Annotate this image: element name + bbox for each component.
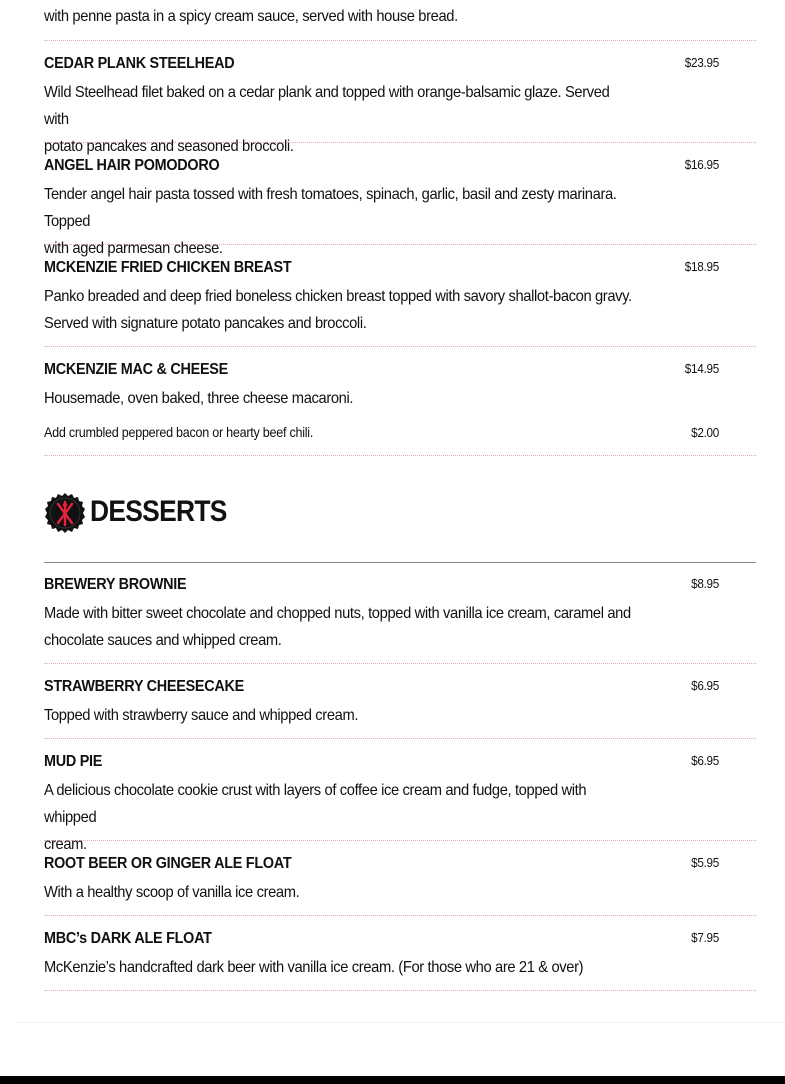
menu-item — [44, 916, 756, 991]
item-price: $5.95 — [691, 855, 719, 870]
item-price: $8.95 — [691, 576, 719, 591]
description-line: Wild Steelhead filet baked on a cedar plank and topped with orange-balsamic glaze. Served with — [44, 84, 610, 128]
description-line: Served with signature potato pancakes and broccoli. — [44, 315, 367, 332]
description-line: chocolate sauces and whipped cream. — [44, 632, 282, 649]
menu-item — [44, 245, 756, 347]
item-name: MBC’s DARK ALE FLOAT — [44, 930, 212, 947]
item-price: $7.95 — [691, 930, 719, 945]
item-description: Topped with strawberry sauce and whipped cream. — [44, 707, 359, 724]
item-price: $6.95 — [691, 753, 719, 768]
utensils-badge-icon — [44, 492, 86, 534]
menu-item — [44, 841, 756, 916]
item-description: McKenzie’s handcrafted dark beer with vanilla ice cream. (For those who are 21 & over) — [44, 959, 584, 976]
section-title: DESSERTS — [90, 495, 227, 528]
item-name: MCKENZIE FRIED CHICKEN BREAST — [44, 259, 292, 276]
item-price: $16.95 — [684, 157, 719, 172]
menu-item-partial — [44, 0, 756, 41]
menu-item — [44, 664, 756, 739]
item-description — [44, 283, 633, 337]
menu-item — [44, 739, 756, 853]
item-price: $23.95 — [684, 55, 719, 70]
menu-item — [44, 563, 756, 664]
item-description — [44, 600, 633, 654]
description-line: A delicious chocolate cookie crust with layers of coffee ice cream and fudge, topped with whipped — [44, 782, 587, 826]
item-name: BREWERY BROWNIE — [44, 576, 187, 593]
item-description: with penne pasta in a spicy cream sauce, served with house bread. — [44, 8, 458, 25]
item-name: MUD PIE — [44, 753, 103, 770]
description-line: Panko breaded and deep fried boneless chicken breast topped with savory shallot-bacon gravy. — [44, 288, 632, 305]
footer-bar — [0, 1076, 785, 1084]
item-price: $6.95 — [691, 678, 719, 693]
description-line: cream. — [44, 836, 87, 853]
item-addon: Add crumbled peppered bacon or hearty beef chili. — [44, 424, 314, 440]
item-description: With a healthy scoop of vanilla ice cream. — [44, 884, 300, 901]
footer-divider — [16, 1022, 785, 1023]
item-name: CEDAR PLANK STEELHEAD — [44, 55, 235, 72]
item-name: ROOT BEER OR GINGER ALE FLOAT — [44, 855, 292, 872]
item-name: MCKENZIE MAC & CHEESE — [44, 361, 228, 378]
item-name: ANGEL HAIR POMODORO — [44, 157, 220, 174]
description-line: Tender angel hair pasta tossed with fresh tomatoes, spinach, garlic, basil and zesty marinara. Topped — [44, 186, 617, 230]
item-price: $18.95 — [684, 259, 719, 274]
item-price: $14.95 — [684, 361, 719, 376]
menu-item — [44, 41, 756, 155]
menu-item — [44, 347, 756, 456]
item-description: Housemade, oven baked, three cheese macaroni. — [44, 390, 354, 407]
description-line: Made with bitter sweet chocolate and chopped nuts, topped with vanilla ice cream, caramel and — [44, 605, 631, 622]
description-line: potato pancakes and seasoned broccoli. — [44, 138, 294, 155]
addon-price: $2.00 — [691, 425, 719, 440]
menu-item — [44, 143, 756, 257]
description-line: with aged parmesan cheese. — [44, 240, 223, 257]
item-name: STRAWBERRY CHEESECAKE — [44, 678, 244, 695]
